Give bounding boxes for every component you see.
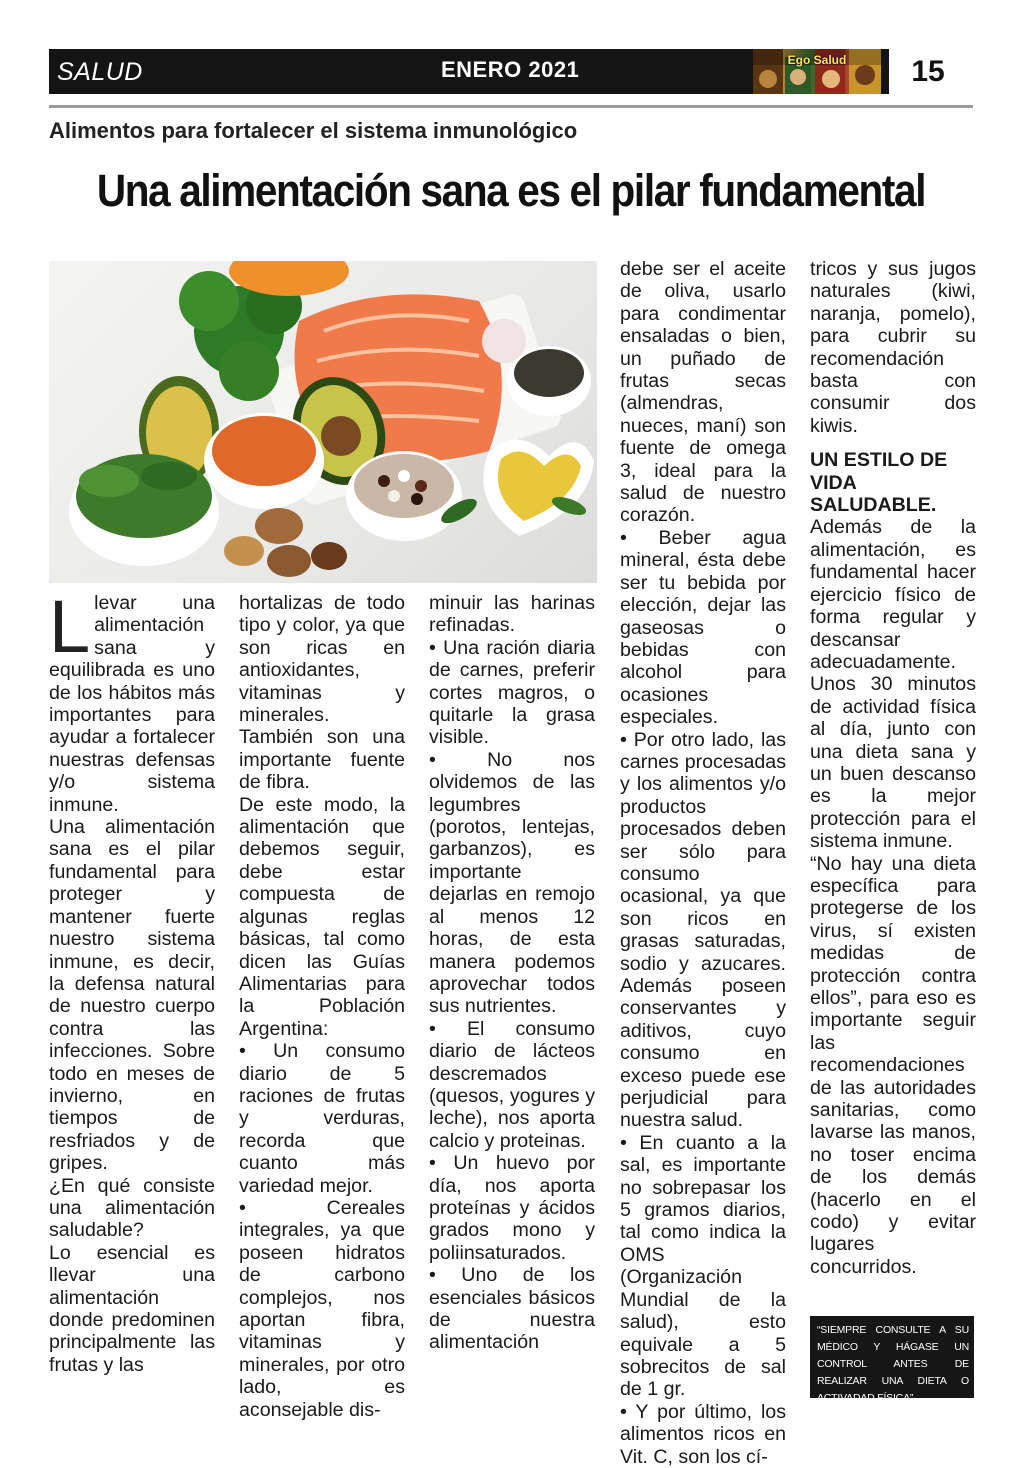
paragraph: ¿En qué consiste una alimentación saludable? xyxy=(49,1174,215,1242)
section-subheading: UN ESTILO DE VIDA SALUDABLE. xyxy=(810,449,948,517)
paragraph: De este modo, la alimentación que debemos seguir, debe estar compuesta de algunas reglas básicas, tal como dicen las Guías Alimentarias para la Población Argentina: xyxy=(239,793,405,1040)
text-column-5 xyxy=(810,258,976,1278)
paragraph: • No nos olvidemos de las legumbres (porotos, lentejas, garbanzos), es importante dejarlas en remojo al menos 12 horas, de esta manera podemos aprovechar todos sus nutrientes. xyxy=(429,748,595,1018)
paragraph: • Un consumo diario de 5 raciones de frutas y verduras, recorda que cuanto más variedad mejor. xyxy=(239,1040,405,1197)
text-column-1 xyxy=(49,585,215,1376)
paragraph: levar una alimentación sana y equilibrada es uno de los hábitos más importantes para ayudar a fortalecer nuestras defensas y/o sistema inmune. xyxy=(49,592,215,816)
drop-cap: L xyxy=(49,585,91,668)
paragraph: minuir las harinas refinadas. xyxy=(429,592,595,637)
logo-text: Ego Salud xyxy=(787,53,847,67)
paragraph: • Y por último, los alimentos ricos en Vit. C, son los cí- xyxy=(620,1400,786,1468)
page-number: 15 xyxy=(911,55,945,88)
section-label: SALUD xyxy=(57,58,143,86)
paragraph: • Beber agua mineral, ésta debe ser tu bebida por elección, dejar las gaseosas o bebidas con alcohol para ocasiones especiales. xyxy=(620,526,786,729)
paragraph: “No hay una dieta específica para protegerse de los virus, sí existen medidas de protección contra ellos”, para eso es importante seguir las recomendaciones de las autoridades sanitarias, como lavarse las manos, no toser encima de los demás (hacerlo en el codo) y evitar lugares concurridos. xyxy=(810,852,976,1278)
paragraph: Lo esencial es llevar una alimentación donde predominen principalmente las frutas y las xyxy=(49,1241,215,1376)
page-number-box xyxy=(889,49,973,94)
brand-logo xyxy=(753,49,881,94)
paragraph: Además de la alimentación, es fundamental hacer ejercicio físico de forma regular y descansar adecuadamente. Unos 30 minutos de actividad física al día, junto con una dieta sana y un buen descanso es la mejor protección para el sistema inmune. xyxy=(810,516,976,853)
text-column-3 xyxy=(429,592,595,1354)
paragraph: hortalizas de todo tipo y color, ya que son ricas en antioxidantes, vitaminas y minerales. También son una importante fuente de fibra. xyxy=(239,592,405,794)
header-bar xyxy=(49,49,973,94)
text-column-4 xyxy=(620,258,786,1468)
paragraph: Una alimentación sana es el pilar fundamental para proteger y mantener fuerte nuestro sistema inmune, es decir, la defensa natural de nuestro cuerpo contra las infecciones. Sobre todo en meses de invierno, en tiempos de resfriados y de gripes. xyxy=(49,816,215,1175)
text-column-2 xyxy=(239,592,405,1421)
paragraph: • Cereales integrales, ya que poseen hidratos de carbono complejos, nos aportan fibra, vitaminas y minerales, por otro lado, es aconsejable dis- xyxy=(239,1196,405,1421)
paragraph: • Una ración diaria de carnes, preferir cortes magros, o quitarle la grasa visible. xyxy=(429,636,595,749)
pull-quote-box xyxy=(810,1316,974,1404)
paragraph: • En cuanto a la sal, es importante no sobrepasar los 5 gramos diarios, tal como indica la OMS (Organización Mundial de la salud), esto equivale a 5 sobrecitos de sal de 1 gr. xyxy=(620,1131,786,1401)
pull-quote: “SIEMPRE CONSULTE A SU MÉDICO Y HÁGASE UN CONTROL ANTES DE REALIZAR UNA DIETA O ACTIVADAD FÍSICA” xyxy=(817,1324,969,1404)
article-headline: Una alimentación sana es el pilar fundamental xyxy=(96,165,926,216)
paragraph: • El consumo diario de lácteos descremados (quesos, yogures y leche), nos aporta calcio y proteinas. xyxy=(429,1017,595,1152)
paragraph: • Un huevo por día, nos aporta proteínas y ácidos grados mono y poliinsaturados. xyxy=(429,1152,595,1264)
issue-date: ENERO 2021 xyxy=(441,57,580,82)
healthy-food-photo xyxy=(49,261,597,583)
paragraph: tricos y sus jugos naturales (kiwi, naranja, pomelo), para cubrir su recomendación basta con consumir dos kiwis. xyxy=(810,258,976,437)
header-divider xyxy=(49,105,973,108)
paragraph: • Por otro lado, las carnes procesadas y los alimentos y/o productos procesados deben ser sólo para consumo ocasional, ya que son ricos en grasas saturadas, sodio y azucares. Además poseen conservantes y aditivos, cuyo consumo en exceso puede ese perjudicial para nuestra salud. xyxy=(620,728,786,1132)
paragraph: debe ser el aceite de oliva, usarlo para condimentar ensaladas o bien, un puñado de frutas secas (almendras, nueces, maní) son fuente de omega 3, ideal para la salud de nuestro corazón. xyxy=(620,258,786,527)
food-illustration-icon xyxy=(49,261,597,583)
article-kicker: Alimentos para fortalecer el sistema inmunológico xyxy=(49,118,578,143)
paragraph: • Uno de los esenciales básicos de nuestra alimentación xyxy=(429,1264,595,1354)
